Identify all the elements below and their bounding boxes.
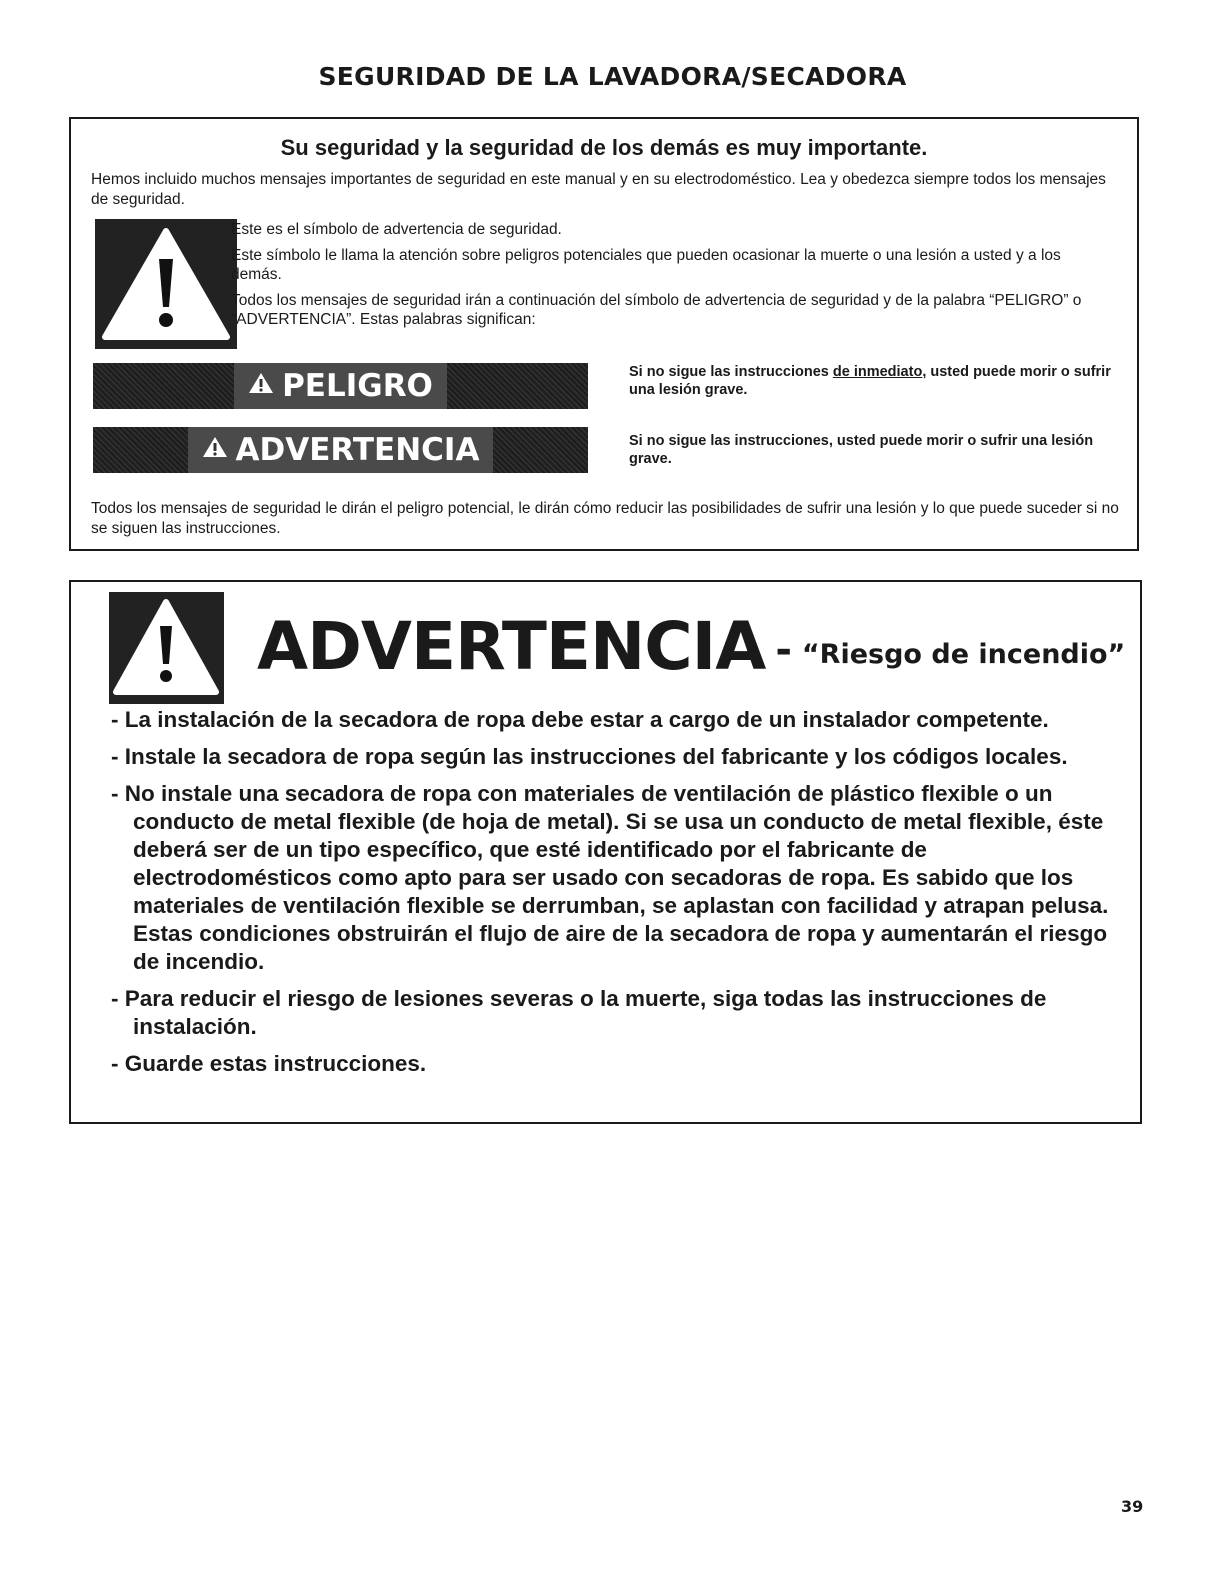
safety-info-box <box>69 117 1139 551</box>
list-item: - Guarde estas instrucciones. <box>111 1051 427 1076</box>
warning-triangle-icon <box>109 592 224 704</box>
warning-triangle-icon <box>95 219 237 349</box>
page-title: SEGURIDAD DE LA LAVADORA/SECADORA <box>318 62 907 91</box>
list-item: - La instalación de la secadora de ropa debe estar a cargo de un instalador competente. <box>111 707 1049 732</box>
warning-subtitle: “Riesgo de incendio” <box>801 639 1126 670</box>
alert-triangle-icon <box>202 435 228 465</box>
advertencia-description: Si no sigue las instrucciones, usted puede morir o sufrir una lesión grave. <box>629 433 1094 467</box>
advertencia-signal-word <box>93 427 588 473</box>
symbol-text-3: Todos los mensajes de seguridad irán a continuación del símbolo de advertencia de seguridad y de la palabra “PELIGRO” o “ADVERTENCIA”. Estas palabras significan: <box>231 292 1082 328</box>
alert-triangle-icon <box>248 371 274 401</box>
symbol-description <box>231 220 1111 336</box>
fire-warning-title <box>257 608 1125 685</box>
peligro-signal-word <box>93 363 588 409</box>
safety-heading: Su seguridad y la seguridad de los demás es muy importante. <box>280 135 928 160</box>
warning-list <box>111 706 1131 1087</box>
fire-warning-box <box>69 580 1142 1124</box>
peligro-desc-end: , usted puede morir o sufrir una lesión grave. <box>629 364 1111 398</box>
safety-outro: Todos los mensajes de seguridad le dirán el peligro potencial, le dirán cómo reducir las posibilidades de sufrir una lesión y lo que puede suceder si no se siguen las instrucciones. <box>91 500 1119 537</box>
advertencia-label: ADVERTENCIA <box>235 432 480 468</box>
peligro-desc-part: Si no sigue las instrucciones <box>629 364 833 380</box>
page-number: 39 <box>1121 1497 1144 1516</box>
peligro-label: PELIGRO <box>282 368 433 404</box>
peligro-description <box>629 363 1119 399</box>
symbol-text-1: Este es el símbolo de advertencia de seguridad. <box>231 221 562 238</box>
symbol-text-2: Este símbolo le llama la atención sobre peligros potenciales que pueden ocasionar la muerte o una lesión a usted y a los demás. <box>231 247 1061 283</box>
list-item: - Instale la secadora de ropa según las instrucciones del fabricante y los códigos locales. <box>111 744 1068 769</box>
title-separator: - <box>775 627 792 673</box>
list-item: - Para reducir el riesgo de lesiones severas o la muerte, siga todas las instrucciones de instalación. <box>111 986 1047 1039</box>
warning-word: ADVERTENCIA <box>257 608 766 685</box>
peligro-desc-underlined: de inmediato <box>832 364 923 380</box>
safety-intro: Hemos incluido muchos mensajes importantes de seguridad en este manual y en su electrodoméstico. Lea y obedezca siempre todos los mensajes de seguridad. <box>91 171 1106 208</box>
list-item: - No instale una secadora de ropa con materiales de ventilación de plástico flexible o un conducto de metal flexible (de hoja de metal). Si se usa un conducto de metal flexible, éste deberá ser de un tipo específico, que esté identificado por el fabricante de electrodomésticos como apto para ser usado con secadoras de ropa. Es sabido que los materiales de ventilación flexible se derrumban, se aplastan con facilidad y atrapan pelusa. Estas condiciones obstruirán el flujo de aire de la secadora de ropa y aumentarán el riesgo de incendio. <box>111 781 1109 974</box>
